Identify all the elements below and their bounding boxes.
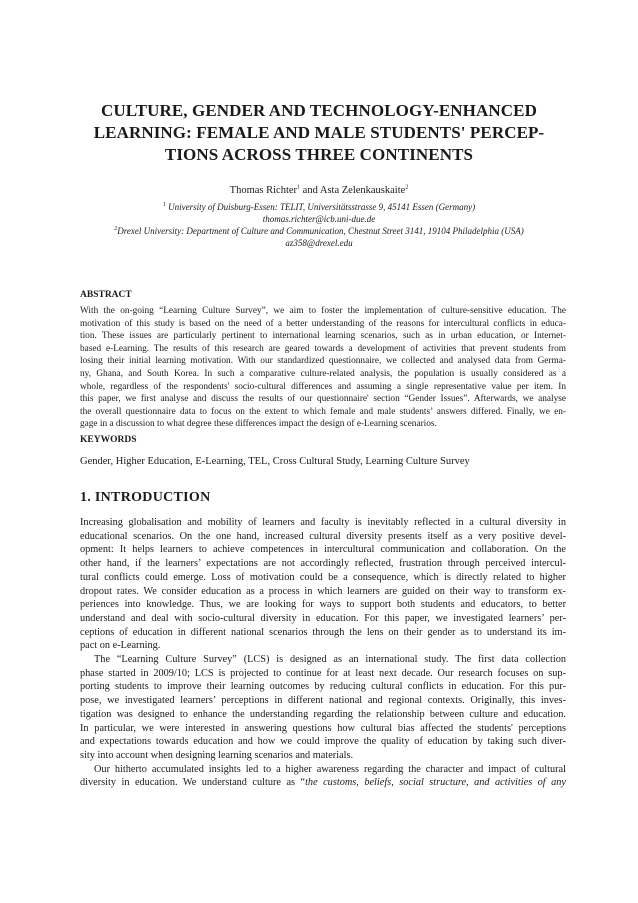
affiliation-1-email	[40, 213, 598, 225]
body-line: understand and deal with socio-cultural diversity in education. For this paper, we investigated learners’ per-	[80, 612, 566, 624]
body-line: educational scenarios. On the one hand, increased cultural diversity presents itself as a very positive devel-	[80, 530, 566, 542]
title-line: TIONS ACROSS THREE CONTINENTS	[164, 145, 474, 164]
body-line: and expectations towards education and how we could improve the quality of education by taking such diver-	[80, 736, 566, 748]
keywords-heading: KEYWORDS	[80, 435, 137, 445]
body-line: sity into account when designing learning scenarios and materials.	[80, 749, 354, 761]
culture-definition-quote: the customs, beliefs, social structure, and activities of any	[305, 777, 566, 789]
email-text: thomas.richter@icb.uni-due.de	[262, 214, 376, 224]
body-line: dropout rates. We consider education as a process in which learners are guided on their way to transform ex-	[80, 585, 566, 597]
body-line: opment: It helps learners to achieve competences in intercultural communication and collaboration. On the	[80, 544, 566, 556]
body-line: other hand, if the learners’ expectations are not accordingly reflected, frustration through perceived intercul-	[80, 558, 566, 570]
body-line: periences into knowledge. Thus, we are looking for ways to support both students and educators, to better	[80, 599, 566, 611]
affil-mark: 1	[162, 202, 166, 208]
body-line: pact on e-Learning.	[80, 640, 161, 652]
abstract-line: this paper, we first analyse and discuss the results of our questionnaire' section “Gender Issues”. Afterwards, we analyse	[80, 394, 566, 405]
abstract-line: With the on-going “Learning Culture Survey”, we aim to foster the implementation of culture-sensitive education. The	[80, 306, 566, 316]
body-line-text: diversity in education. We understand culture as “	[80, 777, 306, 789]
keywords-text: Gender, Higher Education, E-Learning, TEL, Cross Cultural Study, Learning Culture Survey	[80, 456, 470, 467]
author-name: Asta Zelenkauskaite	[319, 185, 406, 196]
body-line: tigation was designed to enhance the understanding regarding the relationship between culture and education.	[80, 708, 566, 720]
abstract-heading: ABSTRACT	[80, 290, 132, 300]
email-text: az358@drexel.edu	[285, 238, 353, 248]
author-affil-mark: 2	[405, 184, 409, 191]
title-line: LEARNING: FEMALE AND MALE STUDENTS' PERCEP-	[93, 123, 545, 142]
body-line	[80, 776, 566, 790]
section-heading-introduction: 1. INTRODUCTION	[80, 490, 211, 505]
affil-text: University of Duisburg-Essen: TELIT, Universitätsstrasse 9, 45141 Essen (Germany)	[165, 202, 476, 212]
body-line: tural conflicts could emerge. Loss of motivation could be a consequence, which is directly related to higher	[80, 571, 566, 583]
body-line: The “Learning Culture Survey” (LCS) is designed as an international study. The first data collection	[94, 654, 566, 666]
affil-text: Drexel University: Department of Culture and Communication, Chestnut Street 3141, 19104 Philadelphia (USA)	[117, 226, 524, 236]
author-conjunction: and	[300, 185, 320, 196]
author-list	[40, 184, 598, 197]
paper-title	[80, 100, 558, 166]
title-line: CULTURE, GENDER AND TECHNOLOGY-ENHANCED	[101, 101, 537, 120]
author-name: Thomas Richter	[229, 185, 298, 196]
affiliation-2	[40, 225, 598, 237]
affiliation-1	[40, 201, 598, 213]
body-line: ceptions of education in different national scenarios through the lens on their gender as to understand its im-	[80, 626, 566, 638]
abstract-line: whole, regardless of the respondents' socio-cultural differences and assuming a single representative value per item. In	[80, 381, 566, 392]
body-line: pose, we investigated learners’ perceptions in different national and regional contexts. Originally, this inves-	[80, 695, 566, 707]
affiliation-2-email	[40, 237, 598, 249]
abstract-line: the overall questionnaire data to focus on the extent to which female and male students’ answers differed. Finally, we en-	[80, 406, 566, 417]
abstract-line: tion. These issues are particularly pertinent to international learning scenarios, such as in urban education, or Internet-	[80, 331, 566, 342]
abstract-line: losing their initial learning motivation. With our standardized questionnaire, we collected and analysed data from Germa-	[80, 356, 566, 367]
affil-mark: 2	[114, 226, 118, 232]
body-line: Increasing globalisation and mobility of learners and faculty is inevitably reflected in a cultural diversity in	[80, 517, 566, 528]
body-line: phase started in 2009/10; LCS is projected to continue for at least next decade. Our research focuses on sup-	[80, 667, 566, 679]
abstract-line: gage in a discussion to what degree these differences impact the design of e-Learning scenarios.	[80, 419, 437, 430]
abstract-line: based e-Learning. The results of this research are geared towards a development of activities that prevent students from	[80, 343, 566, 354]
abstract-line: ny, Ghana, and South Korea. In such a comparative culture-related analysis, the population is usually considered as a	[80, 368, 566, 379]
body-line: porting students to improve their learning outcomes by reducing cultural conflicts in education. For this pur-	[80, 681, 566, 693]
abstract-line: motivation of this study is based on the need of a better understanding of the reasons for intercultural conflicts in educa-	[80, 318, 566, 329]
body-line: Our hitherto accumulated insights led to a higher awareness regarding the character and impact of cultural	[94, 763, 566, 775]
abstract-body	[80, 305, 566, 431]
body-line: In particular, we were interested in answering questions how cultural bias affected the students' perceptions	[80, 722, 566, 734]
introduction-body	[80, 516, 566, 790]
author-affil-mark: 1	[297, 184, 301, 191]
